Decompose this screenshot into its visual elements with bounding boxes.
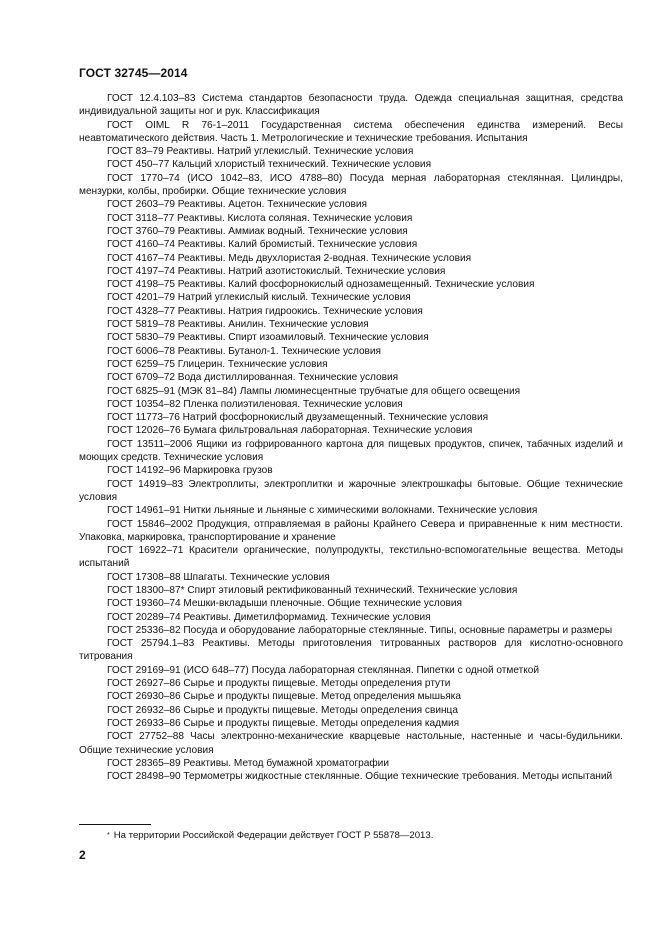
reference-entry: ГОСТ 4328–77 Реактивы. Натрия гидроокись. Технические условия [107,305,423,317]
reference-entry: ГОСТ 17308–88 Шпагаты. Технические условия [107,571,330,583]
reference-entry: ГОСТ 14192–96 Маркировка грузов [107,465,273,477]
reference-entry: ГОСТ 27752–88 Часы электронно-механические кварцевые настольные, настенные и часы-будильники. Общие технические условия [79,731,623,756]
reference-entry: ГОСТ 4160–74 Реактивы. Калий бромистый. Технические условия [107,239,418,251]
reference-entry: ГОСТ 29169–91 (ИСО 648–77) Посуда лабораторная стеклянная. Пипетки с одной отметкой [107,664,540,676]
footnote [107,830,433,842]
reference-entry: ГОСТ OIML R 76-1–2011 Государственная система обеспечения единства измерений. Весы неавтоматического действия. Часть 1. Метрологические и технические требования. Испытания [79,119,623,144]
standards-reference-list [79,92,623,783]
reference-entry: ГОСТ 5830–79 Реактивы. Спирт изоамиловый. Технические условия [107,332,429,344]
reference-entry: ГОСТ 26933–86 Сырье и продукты пищевые. Методы определения кадмия [107,717,460,729]
reference-entry: ГОСТ 5819–78 Реактивы. Анилин. Технические условия [107,319,369,331]
reference-entry: ГОСТ 26927–86 Сырье и продукты пищевые. Методы определения ртути [107,678,451,690]
reference-entry: ГОСТ 14919–83 Электроплиты, электроплитки и жарочные электрошкафы бытовые. Общие технические условия [79,478,623,503]
reference-entry: ГОСТ 1770–74 (ИСО 1042–83, ИСО 4788–80) Посуда мерная лабораторная стеклянная. Цилиндры, мензурки, колбы, пробирки. Общие технические условия [79,172,623,198]
reference-entry: ГОСТ 19360–74 Мешки-вкладыши пленочные. Общие технические условия [107,598,462,610]
reference-entry: ГОСТ 20289–74 Реактивы. Диметилформамид. Технические условия [107,611,431,623]
reference-entry: ГОСТ 450–77 Кальций хлористый технический. Технические условия [107,159,432,171]
reference-entry: ГОСТ 25336–82 Посуда и оборудование лабораторные стеклянные. Типы, основные параметры и размеры [107,624,613,636]
reference-entry: ГОСТ 4197–74 Реактивы. Натрий азотистокислый. Технические условия [107,265,446,277]
reference-entry: ГОСТ 4167–74 Реактивы. Медь двухлористая 2-водная. Технические условия [107,252,472,264]
reference-entry: ГОСТ 28498–90 Термометры жидкостные стеклянные. Общие технические требования. Методы испытаний [107,771,613,783]
reference-entry: ГОСТ 6709–72 Вода дистиллированная. Технические условия [107,372,399,384]
reference-entry: ГОСТ 12026–76 Бумага фильтровальная лабораторная. Технические условия [107,425,473,437]
reference-entry: ГОСТ 26930–86 Сырье и продукты пищевые. Метод определения мышьяка [107,691,461,703]
reference-entry: ГОСТ 15846–2002 Продукция, отправляемая в районы Крайнего Севера и приравненные к ним местности. Упаковка, маркировка, транспортирование и хранение [79,518,623,543]
footnote-divider [79,824,151,825]
reference-entry: ГОСТ 6006–78 Реактивы. Бутанол-1. Технические условия [107,345,382,357]
reference-entry: ГОСТ 4198–75 Реактивы. Калий фосфорнокислый однозамещенный. Технические условия [107,279,535,291]
reference-entry: ГОСТ 18300–87* Спирт этиловый ректификованный технический. Технические условия [107,584,518,596]
reference-entry: ГОСТ 28365–89 Реактивы. Метод бумажной хроматографии [107,757,389,769]
footnote-marker: * [107,832,110,839]
reference-entry: ГОСТ 14961–91 Нитки льняные и льняные с химическими волокнами. Технические условия [107,505,538,517]
page-number: 2 [79,848,86,862]
document-header: ГОСТ 32745—2014 [79,66,188,80]
reference-entry: ГОСТ 3118–77 Реактивы. Кислота соляная. Технические условия [107,212,413,224]
reference-entry: ГОСТ 26932–86 Сырье и продукты пищевые. Методы определения свинца [107,704,458,716]
reference-entry: ГОСТ 25794.1–83 Реактивы. Методы приготовления титрованных растворов для кислотно-основного титрования [79,638,623,663]
reference-entry: ГОСТ 10354–82 Пленка полиэтиленовая. Технические условия [107,398,403,410]
reference-entry: ГОСТ 6259–75 Глицерин. Технические условия [107,358,328,370]
reference-entry: ГОСТ 3760–79 Реактивы. Аммиак водный. Технические условия [107,225,408,237]
reference-entry: ГОСТ 16922–71 Красители органические, полупродукты, текстильно-вспомогательные вещества. Методы испытаний [79,545,623,570]
reference-entry: ГОСТ 11773–76 Натрий фосфорнокислый двузамещенный. Технические условия [107,412,489,424]
reference-entry: ГОСТ 12.4.103–83 Система стандартов безопасности труда. Одежда специальная защитная, средства индивидуальной защиты ног и рук. Классификация [79,93,623,118]
reference-entry: ГОСТ 4201–79 Натрий углекислый кислый. Технические условия [107,292,411,304]
reference-entry: ГОСТ 83–79 Реактивы. Натрий углекислый. Технические условия [107,146,414,158]
reference-entry: ГОСТ 6825–91 (МЭК 81–84) Лампы люминесцентные трубчатые для общего освещения [107,385,521,397]
reference-entry: ГОСТ 2603–79 Реактивы. Ацетон. Технические условия [107,199,367,211]
reference-entry: ГОСТ 13511–2006 Ящики из гофрированного картона для пищевых продуктов, спичек, табачных изделий и моющих средств. Технические условия [79,438,623,464]
footnote-text: На территории Российской Федерации действует ГОСТ Р 55878—2013. [113,830,434,841]
